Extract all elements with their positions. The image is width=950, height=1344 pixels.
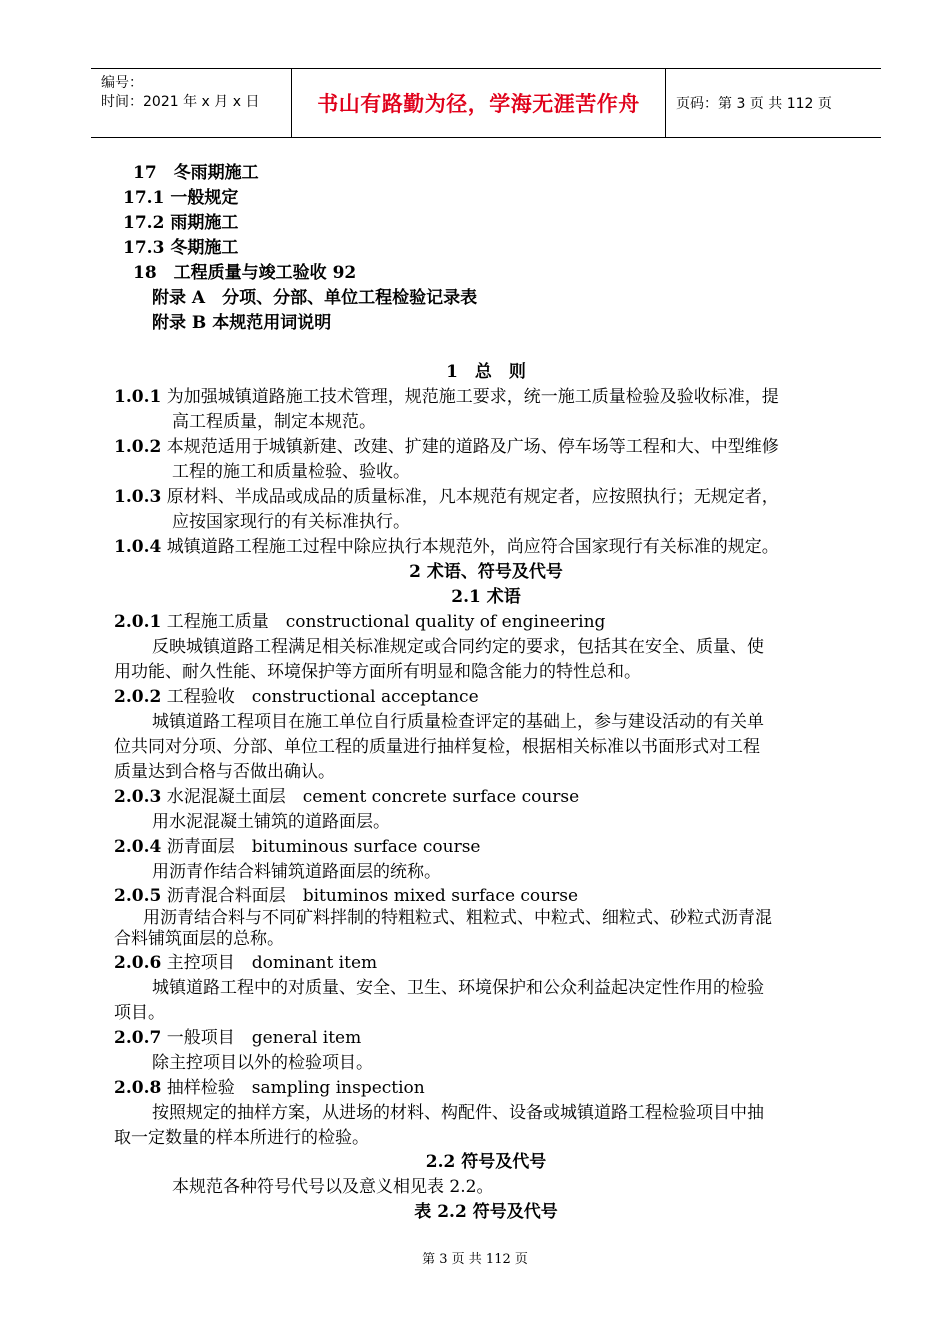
- clause-1-0-3: [114, 487, 779, 507]
- term-name: 工程验收 constructional acceptance: [166, 687, 479, 707]
- document-number-label: 编号：: [101, 75, 143, 91]
- toc-item: 17.1 一般规定: [123, 188, 239, 208]
- term-number: 2.0.2: [114, 687, 162, 707]
- term-number: 2.0.4: [114, 837, 162, 857]
- clause-1-0-4: [114, 537, 779, 557]
- chapter-2-title: 2 术语、符号及代号: [409, 562, 563, 582]
- page-header: [91, 68, 881, 138]
- term-definition: 用功能、耐久性能、环境保护等方面所有明显和隐含能力的特性总和。: [114, 662, 641, 682]
- term-definition: 用沥青结合料与不同矿料拌制的特粗粒式、粗粒式、中粒式、细粒式、砂粒式沥青混: [143, 908, 772, 928]
- term-number: 2.0.3: [114, 787, 162, 807]
- term-definition: 用水泥混凝土铺筑的道路面层。: [152, 812, 390, 832]
- term-number: 2.0.8: [114, 1078, 162, 1098]
- page-footer: 第 3 页 共 112 页: [422, 1252, 528, 1267]
- section-2-2-text: 本规范各种符号代号以及意义相见表 2.2。: [172, 1177, 494, 1197]
- term-definition: 质量达到合格与否做出确认。: [114, 762, 335, 782]
- toc-item: 18 工程质量与竣工验收 92: [133, 263, 357, 283]
- term-definition: 位共同对分项、分部、单位工程的质量进行抽样复检，根据相关标准以书面形式对工程: [114, 737, 760, 757]
- term-name: 一般项目 general item: [166, 1028, 362, 1048]
- term-definition: 城镇道路工程项目在施工单位自行质量检查评定的基础上，参与建设活动的有关单: [152, 712, 764, 732]
- term-name: 沥青面层 bituminous surface course: [166, 837, 481, 857]
- section-2-1-title: 2.1 术语: [451, 587, 521, 607]
- term-number: 2.0.1: [114, 612, 162, 632]
- clause-text: 原材料、半成品或成品的质量标准，凡本规范有规定者，应按照执行；无规定者，: [166, 487, 779, 507]
- term-name: 水泥混凝土面层 cement concrete surface course: [166, 787, 580, 807]
- clause-1-0-1: [114, 387, 779, 407]
- clause-text: 城镇道路工程施工过程中除应执行本规范外，尚应符合国家现行有关标准的规定。: [166, 537, 779, 557]
- term-definition: 合料铺筑面层的总称。: [114, 929, 284, 949]
- term-2-0-4: [114, 837, 480, 857]
- term-2-0-1: [114, 612, 605, 632]
- term-name: 主控项目 dominant item: [166, 953, 378, 973]
- toc-item: 附录 A 分项、分部、单位工程检验记录表: [152, 288, 478, 308]
- term-definition: 项目。: [114, 1003, 165, 1023]
- clause-number: 1.0.1: [114, 387, 162, 407]
- header-motto-cell: [292, 69, 666, 137]
- term-definition: 除主控项目以外的检验项目。: [152, 1053, 373, 1073]
- table-2-2-caption: 表 2.2 符号及代号: [414, 1202, 558, 1222]
- term-2-0-8: [114, 1078, 425, 1098]
- term-2-0-6: [114, 953, 377, 973]
- term-definition: 按照规定的抽样方案，从进场的材料、构配件、设备或城镇道路工程检验项目中抽: [152, 1103, 764, 1123]
- header-page-label: 页码：第 3 页 共 112 页: [676, 96, 832, 112]
- term-name: 抽样检验 sampling inspection: [166, 1078, 425, 1098]
- toc-item: 附录 B 本规范用词说明: [152, 313, 332, 333]
- header-meta-cell: [91, 69, 292, 137]
- term-name: 沥青混合料面层 bituminos mixed surface course: [166, 886, 579, 906]
- term-2-0-3: [114, 787, 579, 807]
- clause-1-0-2: [114, 437, 779, 457]
- clause-number: 1.0.3: [114, 487, 162, 507]
- section-2-2-title: 2.2 符号及代号: [425, 1152, 547, 1172]
- term-definition: 用沥青作结合料铺筑道路面层的统称。: [152, 862, 441, 882]
- clause-text-cont: 高工程质量，制定本规范。: [172, 412, 376, 432]
- term-number: 2.0.7: [114, 1028, 162, 1048]
- clause-text: 为加强城镇道路施工技术管理，规范施工要求，统一施工质量检验及验收标准，提: [166, 387, 779, 407]
- toc-item: 17.3 冬期施工: [123, 238, 239, 258]
- document-time-label: 时间：2021 年 x 月 x 日: [101, 94, 260, 110]
- clause-number: 1.0.2: [114, 437, 162, 457]
- clause-text-cont: 工程的施工和质量检验、验收。: [172, 462, 410, 482]
- term-number: 2.0.6: [114, 953, 162, 973]
- term-name: 工程施工质量 constructional quality of engineering: [166, 612, 606, 632]
- term-number: 2.0.5: [114, 886, 162, 906]
- term-definition: 取一定数量的样本所进行的检验。: [114, 1128, 369, 1148]
- clause-text: 本规范适用于城镇新建、改建、扩建的道路及广场、停车场等工程和大、中型维修: [166, 437, 779, 457]
- term-definition: 城镇道路工程中的对质量、安全、卫生、环境保护和公众利益起决定性作用的检验: [152, 978, 764, 998]
- header-motto: 书山有路勤为径，学海无涯苦作舟: [317, 92, 640, 116]
- toc-item: 17 冬雨期施工: [133, 163, 259, 183]
- chapter-1-title: 1 总 则: [446, 362, 526, 382]
- clause-number: 1.0.4: [114, 537, 162, 557]
- term-2-0-5: [114, 886, 578, 906]
- term-definition: 反映城镇道路工程满足相关标准规定或合同约定的要求，包括其在安全、质量、使: [152, 637, 764, 657]
- term-2-0-7: [114, 1028, 361, 1048]
- header-page-cell: [666, 69, 881, 137]
- term-2-0-2: [114, 687, 479, 707]
- toc-item: 17.2 雨期施工: [123, 213, 239, 233]
- clause-text-cont: 应按国家现行的有关标准执行。: [172, 512, 410, 532]
